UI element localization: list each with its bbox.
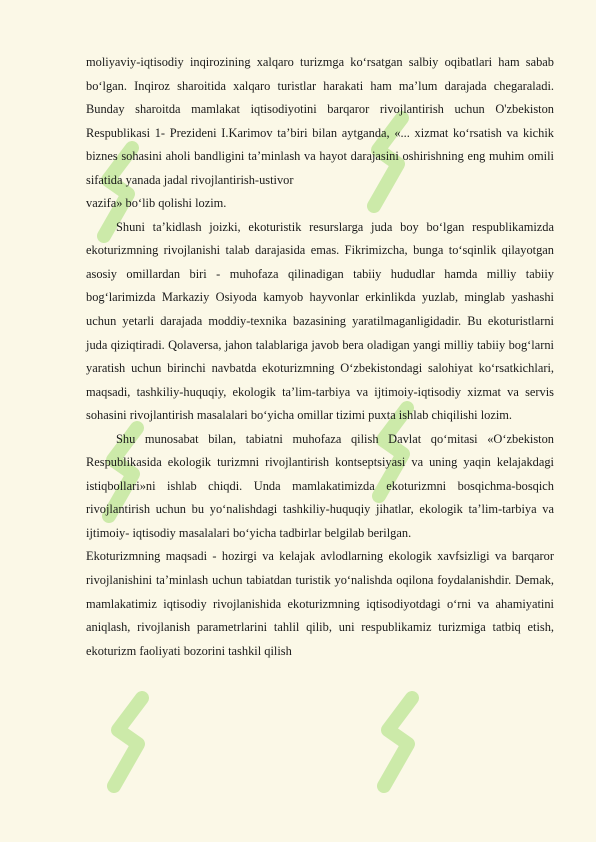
watermark-icon	[100, 690, 160, 800]
paragraph: vazifa» bo‘lib qolishi lozim.	[86, 196, 227, 211]
watermark-icon	[370, 690, 430, 800]
paragraph: moliyaviy-iqtisodiy inqirozining xalqaro turizmga ko‘rsatgan salbiy oqibatlari ham sabab bo‘lgan. Inqiroz sharoitida xalqaro turistlar harakati ham ma’lum darajada chegaraladi. Bunday sharoitda mamlakat iqtisodiyotini barqaror rivojlantirish uchun O'zbekiston Respublikasi 1- Prezideni I.Karimov ta’biri bilan aytganda, «... xizmat ko‘rsatish va kichik biznes sohasini aholi bandligini ta’minlash va hayot darajasini oshirishning eng muhim omili sifatida yanada jadal rivojlantirish-ustivor	[86, 55, 554, 187]
paragraph: Ekoturizmning maqsadi - hozirgi va kelajak avlodlarning ekologik xavfsizligi va barqaror rivojlanishini ta’minlash uchun tabiatdan turistik yo‘nalishda oqilona foydalanishdir. Demak, mamlakatimiz iqtisodiy rivojlanishida ekoturizmning iqtisodiyotdagi o‘rni va ahamiyatini aniqlash, rivojlanish parametrlarini tahlil qilib, uni respublikamiz turizmiga tatbiq etish, ekoturizm faoliyati bozorini tashkil qilish	[86, 549, 554, 658]
paragraph: Shu munosabat bilan, tabiatni muhofaza qilish Davlat qo‘mitasi «O‘zbekiston Respublikasida ekologik turizmni rivojlantirish kontseptsiyasi va uning yaqin kelajakdagi istiqbollari»ni ishlab chiqdi. Unda mamlakatimizda ekoturizmni bosqichma-bosqich rivojlantirish uchun bu yo‘nalishdagi tashkiliy-huquqiy jihatlar, ekologik ta’lim-tarbiya va ijtimoiy- iqtisodiy masalalari bo‘yicha tadbirlar belgilab berilgan.	[86, 431, 554, 540]
paragraph: Shuni ta’kidlash joizki, ekoturistik resurslarga juda boy bo‘lgan respublikamizda ekoturizmning rivojlanishi talab darajasida emas. Fikrimizcha, bunga to‘sqinlik qilayotgan asosiy omillardan biri - muhofaza qilinadigan tabiiy hududlar hamda milliy tabiiy bog‘larimizda Markaziy Osiyoda kamyob hayvonlar erkinlikda yuzlab, minglab yashashi uchun yetarli darajada moddiy-texnika bazasining yaratilmaganligidadir. Bu ekoturistlarni juda qiziqtiradi. Qolaversa, jahon talablariga javob bera oladigan yangi milliy tabiiy bog‘larni yaratish uchun birinchi navbatda ekoturizmning O‘zbekistondagi salohiyat ko‘rsatkichlari, maqsadi, tashkiliy-huquqiy, ekologik ta’lim-tarbiya va ijtimoiy-iqtisodiy xizmat va servis sohasini rivojlantirish masalalari bo‘yicha omillar tizimi puxta ishlab chiqilishi lozim.	[86, 219, 554, 423]
document-body	[86, 51, 554, 663]
